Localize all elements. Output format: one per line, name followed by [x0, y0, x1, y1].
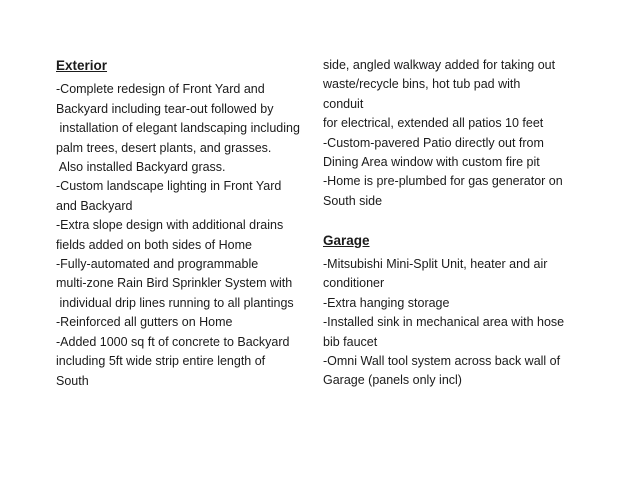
text-line: conduit — [323, 96, 364, 111]
text-line: -Installed sink in mechanical area with hose — [323, 315, 565, 330]
text-line: palm trees, desert plants, and grasses. — [56, 140, 272, 155]
text-line: side, angled walkway added for taking out — [323, 58, 556, 72]
text-line: Backyard including tear-out followed by — [56, 101, 274, 116]
text-line: individual drip lines running to all plantings — [56, 295, 294, 310]
blank-line — [323, 211, 564, 230]
text-line: -Complete redesign of Front Yard and — [56, 82, 265, 97]
text-line: -Custom landscape lighting in Front Yard — [56, 179, 282, 194]
text-line: bib faucet — [323, 334, 378, 349]
text-line: Garage (panels only incl) — [323, 373, 462, 388]
text-line: South — [56, 373, 89, 388]
text-line: Also installed Backyard grass. — [56, 160, 226, 175]
section-heading-exterior: Exterior — [56, 58, 108, 73]
text-line: -Home is pre-plumbed for gas generator on — [323, 174, 563, 189]
text-line: -Custom-pavered Patio directly out from — [323, 135, 544, 150]
text-line: for electrical, extended all patios 10 feet — [323, 116, 544, 131]
text-line: fields added on both sides of Home — [56, 237, 252, 252]
text-line: South side — [323, 193, 383, 208]
section-heading-garage: Garage — [323, 232, 370, 248]
text-line: and Backyard — [56, 198, 133, 213]
text-line: -Mitsubishi Mini-Split Unit, heater and air — [323, 257, 548, 272]
text-line: multi-zone Rain Bird Sprinkler System with — [56, 276, 293, 291]
text-line: installation of elegant landscaping including — [56, 121, 300, 136]
text-line: waste/recycle bins, hot tub pad with — [323, 77, 521, 92]
text-line: Dining Area window with custom fire pit — [323, 155, 540, 170]
text-line: -Extra slope design with additional drains — [56, 218, 284, 233]
text-line: -Fully-automated and programmable — [56, 257, 259, 272]
text-line: -Added 1000 sq ft of concrete to Backyard — [56, 334, 290, 349]
text-line: including 5ft wide strip entire length of — [56, 354, 266, 369]
text-line: -Omni Wall tool system across back wall of — [323, 354, 561, 369]
text-line: -Extra hanging storage — [323, 295, 450, 310]
right-column — [323, 56, 564, 391]
text-line: -Reinforced all gutters on Home — [56, 315, 233, 330]
left-column — [56, 56, 300, 391]
text-line: conditioner — [323, 276, 385, 291]
